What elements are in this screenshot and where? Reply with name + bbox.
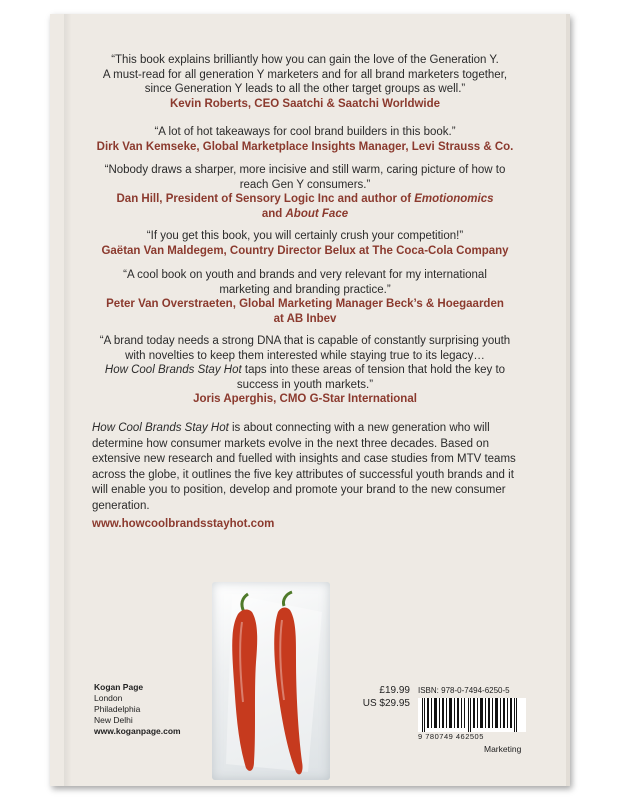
quote-text: “This book explains brilliantly how you can gain the love of the Generation Y. [111, 54, 499, 66]
quote-text: “A lot of hot takeaways for cool brand builders in this book.” [154, 126, 456, 138]
publisher-website[interactable]: www.koganpage.com [94, 726, 181, 736]
chili-peppers-illustration [212, 582, 330, 780]
author-text: and [261, 207, 286, 220]
quote-joris-aperghis [70, 334, 540, 407]
quote-text-part: taps into these areas of tension that hold the key to [241, 364, 506, 376]
quote-text: A must-read for all generation Y marketers and for all brand marketers together, [102, 68, 508, 81]
book-title: How Cool Brands Stay Hot [92, 422, 229, 434]
book-title: How Cool Brands Stay Hot [104, 364, 242, 376]
price-usd: US $29.95 [362, 698, 410, 709]
publisher-city: Philadelphia [94, 704, 141, 714]
quote-dirk-van-kemseke [70, 125, 540, 154]
barcode-number: 9 780749 462505 [418, 732, 484, 741]
book-title: Emotionomics [414, 193, 494, 205]
ice-block-image [212, 582, 330, 780]
quote-kevin-roberts [70, 53, 540, 111]
barcode-bars [418, 698, 526, 732]
quote-author [70, 207, 540, 222]
quote-text: reach Gen Y consumers.” [239, 178, 371, 191]
publisher-name: Kogan Page [94, 682, 144, 692]
quote-author: Peter Van Overstraeten, Global Marketing Manager Beck’s & Hoegaarden [106, 298, 504, 310]
quote-text: “If you get this book, you will certainly crush your competition!” [146, 230, 464, 242]
quote-text: “A brand today needs a strong DNA that is capable of constantly surprising youth [99, 335, 511, 347]
book-description [92, 421, 532, 514]
quote-peter-van-overstraeten [70, 268, 540, 326]
category-label: Marketing [484, 744, 522, 754]
book-title: About Face [285, 207, 349, 220]
price-gbp: £19.99 [379, 685, 410, 696]
quote-gaetan-van-maldegem [70, 229, 540, 258]
publisher-city: New Delhi [94, 715, 133, 725]
quote-text: “A cool book on youth and brands and very relevant for my international [123, 269, 487, 281]
quote-author [70, 192, 540, 207]
quote-text: with novelties to keep them interested while staying true to its legacy… [125, 349, 485, 362]
website-link[interactable]: www.howcoolbrandsstayhot.com [92, 518, 275, 530]
isbn-label: ISBN: 978-0-7494-6250-5 [418, 686, 510, 695]
quote-author: Joris Aperghis, CMO G-Star International [193, 393, 417, 405]
quote-text: “Nobody draws a sharper, more incisive and still warm, caring picture of how to [104, 164, 506, 176]
quote-text: since Generation Y leads to all the other target groups as well.” [144, 83, 466, 95]
publisher-city: London [94, 693, 123, 703]
publisher-info [94, 682, 181, 737]
chili-stem-right [283, 592, 292, 606]
quote-author: Dirk Van Kemseke, Global Marketplace Insights Manager, Levi Strauss & Co. [96, 140, 514, 153]
author-text: Dan Hill, President of Sensory Logic Inc and author of [116, 193, 415, 205]
description-text: is about connecting with a new generation who will determine how consumer markets evolve in the next three decades. Based on extensive new research and fuelled with insights and case studies from MTV teams across the globe, it outlines the five key attributes of successful youth brands and it will enable you to position, develop and promote your brand to the new consumer generation. [92, 422, 516, 512]
quote-author: at AB Inbev [273, 312, 337, 325]
quote-text [70, 363, 540, 378]
quote-dan-hill [70, 163, 540, 221]
quote-author: Kevin Roberts, CEO Saatchi & Saatchi Worldwide [169, 97, 441, 110]
quote-text: success in youth markets.” [236, 378, 374, 391]
barcode [418, 698, 526, 732]
quote-text: marketing and branding practice.” [219, 283, 391, 296]
quote-author: Gaëtan Van Maldegem, Country Director Belux at The Coca-Cola Company [101, 244, 509, 257]
price-block [362, 684, 410, 710]
